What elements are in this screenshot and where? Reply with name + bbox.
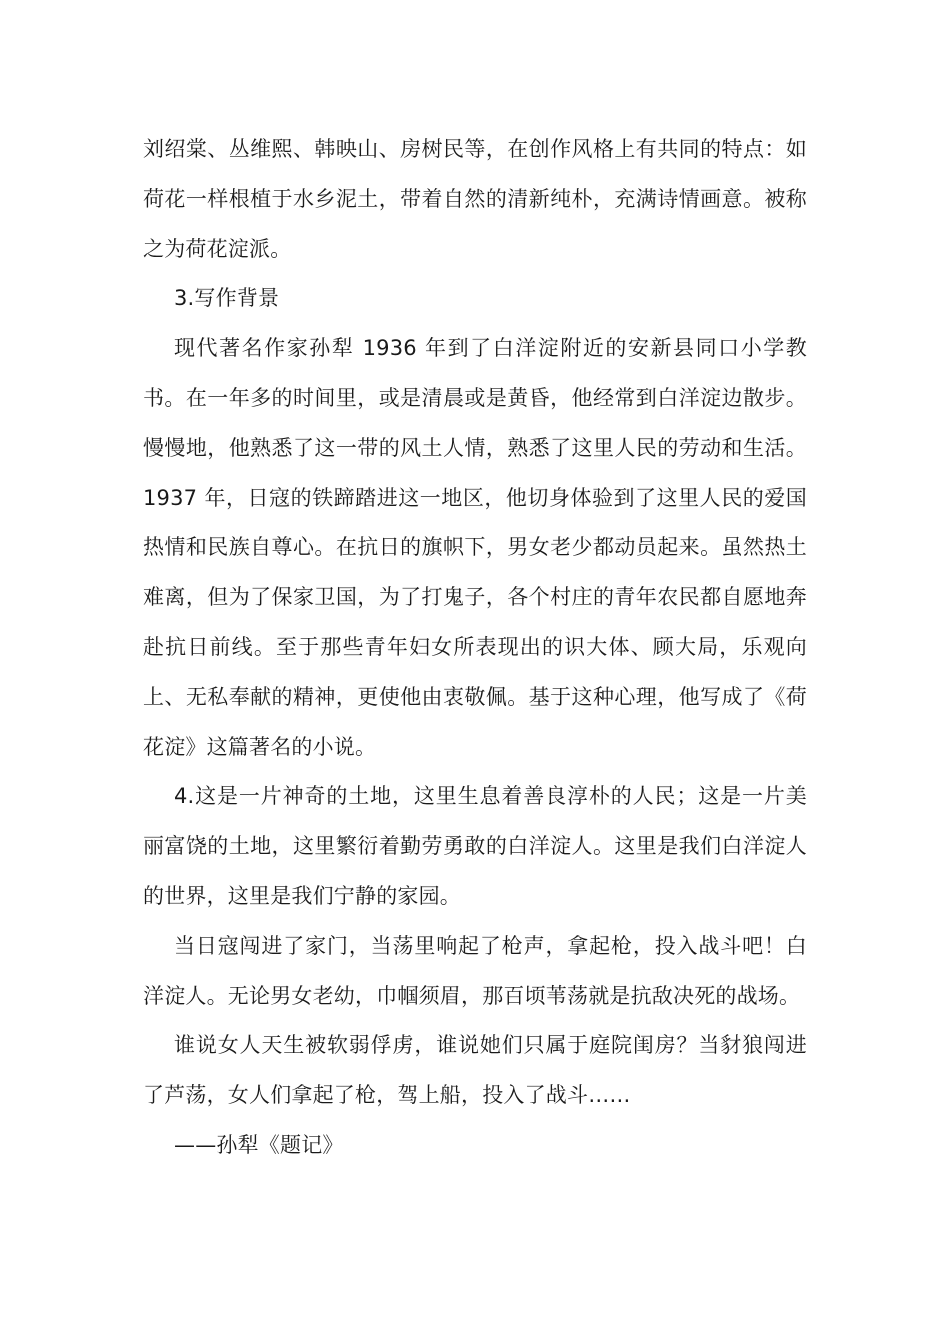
paragraph-writing-background: 现代著名作家孙犁 1936 年到了白洋淀附近的安新县同口小学教书。在一年多的时间里，或是清晨或是黄昏，他经常到白洋淀边散步。慢慢地，他熟悉了这一带的风土人情，熟悉了这里人民的劳动和生活。1937 年，日寇的铁蹄踏进这一地区，他切身体验到了这里人民的爱国热情和民族自尊心。在抗日的旗帜下，男女老少都动员起来。虽然热土难离，但为了保家卫国，为了打鬼子，各个村庄的青年农民都自愿地奔赴抗日前线。至于那些青年妇女所表现出的识大体、顾大局，乐观向上、无私奉献的精神，更使他由衷敬佩。基于这种心理，他写成了《荷花淀》这篇著名的小说。 [143,336,807,759]
paragraph-hehuadian-school-style: 刘绍棠、丛维熙、韩映山、房树民等，在创作风格上有共同的特点：如荷花一样根植于水乡泥土，带着自然的清新纯朴，充满诗情画意。被称之为荷花淀派。 [143,137,807,261]
attribution-sun-li-tiji: ——孙犁《题记》 [174,1132,344,1157]
paragraph-women-fighters: 谁说女人天生被软弱俘虏，谁说她们只属于庭院闺房？当豺狼闯进了芦荡，女人们拿起了枪，驾上船，投入了战斗…… [143,1033,807,1108]
paragraph-baiyangdian-land: 4.这是一片神奇的土地，这里生息着善良淳朴的人民；这是一片美丽富饶的土地，这里繁衍着勤劳勇敢的白洋淀人。这里是我们白洋淀人的世界，这里是我们宁静的家园。 [143,784,807,908]
document-page [143,125,807,1171]
paragraph-resist-invaders: 当日寇闯进了家门，当荡里响起了枪声，拿起枪，投入战斗吧！白洋淀人。无论男女老幼，巾帼须眉，那百顷苇荡就是抗敌决死的战场。 [143,933,807,1008]
section-heading-writing-background: 3.写作背景 [174,286,280,311]
